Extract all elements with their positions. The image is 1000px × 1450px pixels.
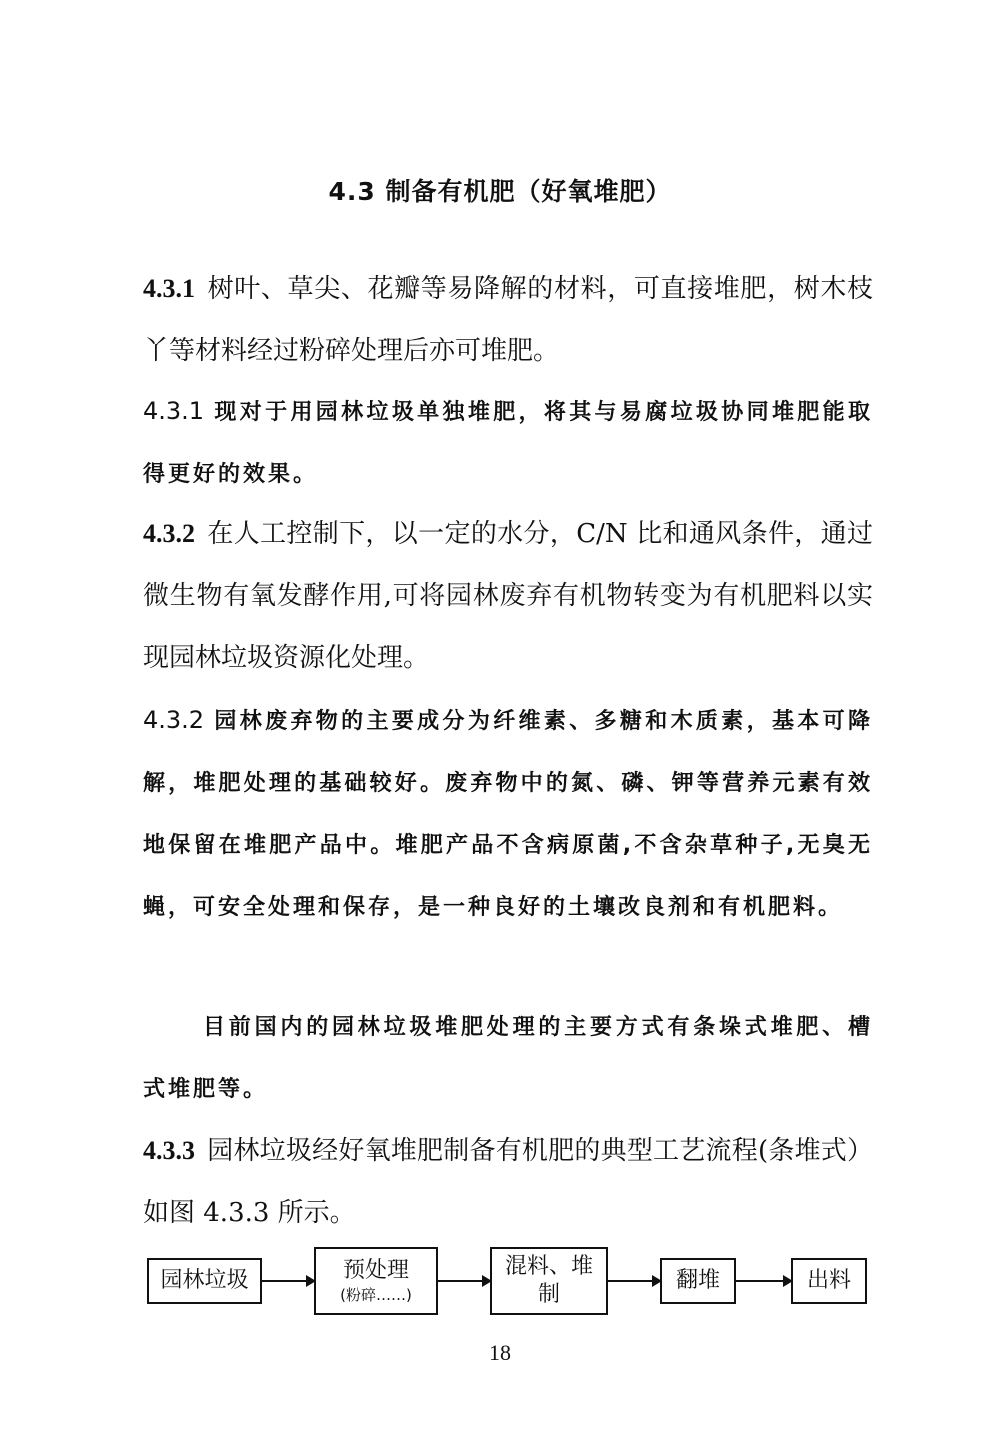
- flow-step-label: 园林垃圾: [160, 1268, 249, 1293]
- paragraph-text: 现对于用园林垃圾单独堆肥，将其与易腐垃圾协同堆肥能取得更好的效果。: [143, 400, 873, 487]
- paragraph-text: 园林废弃物的主要成分为纤维素、多糖和木质素，基本可降解，堆肥处理的基础较好。废弃物中的氮、磷、钾等营养元素有效地保留在堆肥产品中。堆肥产品不含病原菌,不含杂草种子,无臭无蝇，可安全处理和保存，是一种良好的土壤改良剂和有机肥料。: [143, 709, 873, 920]
- flow-step-label: 预处理: [342, 1258, 409, 1283]
- flow-step-label: 翻堆: [675, 1268, 720, 1293]
- flow-step-pretreatment: [314, 1247, 438, 1315]
- flow-arrow: [438, 1280, 490, 1282]
- flow-step-label: 出料: [806, 1268, 851, 1293]
- clause-number: 4.3.3: [143, 1136, 195, 1165]
- paragraph-text: 在人工控制下，以一定的水分，C/N 比和通风条件，通过微生物有氧发酵作用,可将园林废弃有机物转变为有机肥料以实现园林垃圾资源化处理。: [143, 519, 873, 673]
- flow-arrow: [608, 1280, 660, 1282]
- paragraph-text: 园林垃圾经好氧堆肥制备有机肥的典型工艺流程(条堆式）如图 4.3.3 所示。: [143, 1136, 873, 1228]
- clause-number: 4.3.1: [143, 397, 205, 425]
- flow-step-garden-waste: [147, 1258, 262, 1304]
- page-number: 18: [489, 1340, 511, 1365]
- flow-step-mixing: [490, 1247, 608, 1315]
- flow-arrow: [736, 1280, 791, 1282]
- paragraph-text: 目前国内的园林垃圾堆肥处理的主要方式有条垛式堆肥、槽式堆肥等。: [143, 1015, 873, 1102]
- flow-step-label: 混料、堆制: [504, 1254, 593, 1307]
- flow-step-sublabel: (粉碎……): [340, 1286, 412, 1304]
- section-title: 4.3 制备有机肥（好氧堆肥）: [328, 177, 672, 206]
- clause-number: 4.3.2: [143, 519, 195, 548]
- paragraph-text: 树叶、草尖、花瓣等易降解的材料，可直接堆肥，树木枝丫等材料经过粉碎处理后亦可堆肥。: [143, 274, 873, 366]
- flow-step-turning: [660, 1258, 736, 1304]
- flow-arrow: [262, 1280, 314, 1282]
- clause-number: 4.3.1: [143, 274, 195, 303]
- clause-number: 4.3.2: [143, 706, 205, 734]
- flow-step-output: [791, 1258, 867, 1304]
